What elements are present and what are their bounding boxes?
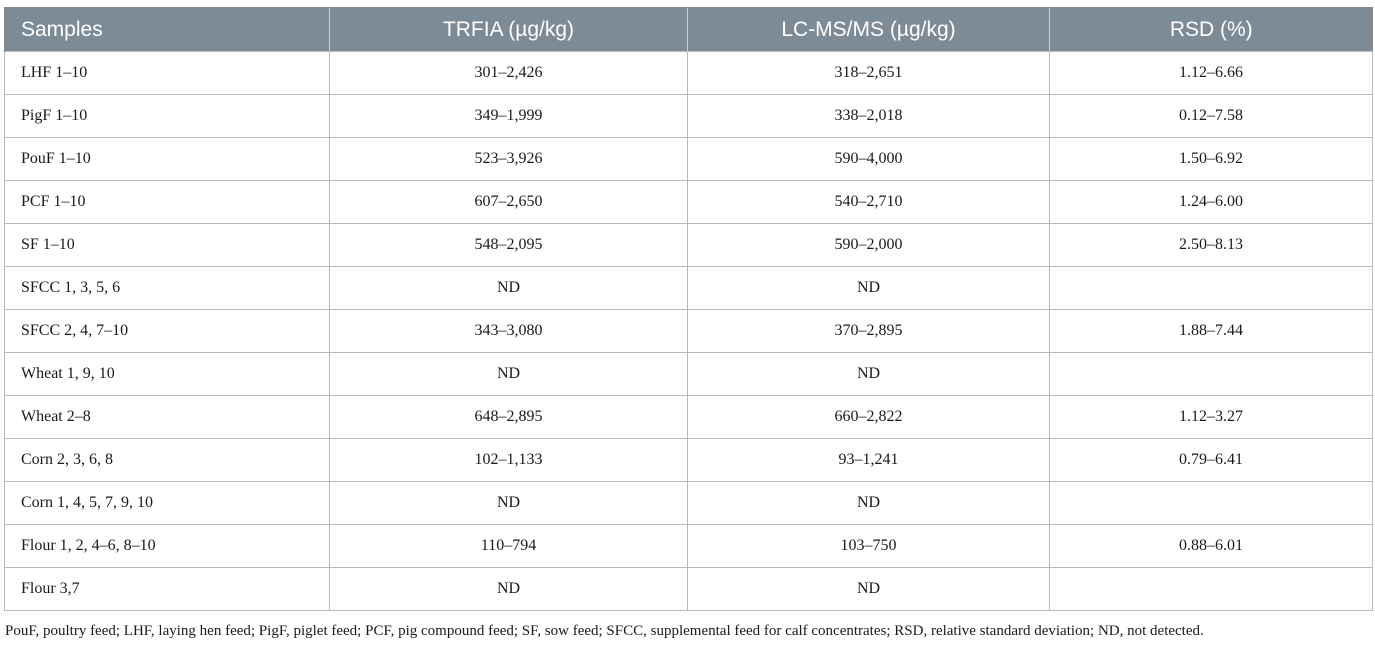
table-row [5, 482, 1373, 525]
cell-trfia: ND [330, 568, 688, 611]
cell-lcmsms: 370–2,895 [688, 310, 1050, 353]
cell-sample: SF 1–10 [5, 224, 330, 267]
header-samples: Samples [5, 8, 330, 52]
table-row [5, 525, 1373, 568]
table-header [5, 8, 1373, 52]
cell-rsd: 1.24–6.00 [1050, 181, 1373, 224]
cell-lcmsms: ND [688, 568, 1050, 611]
results-table [4, 7, 1373, 611]
cell-rsd [1050, 482, 1373, 525]
header-trfia: TRFIA (µg/kg) [330, 8, 688, 52]
cell-rsd [1050, 353, 1373, 396]
cell-rsd [1050, 267, 1373, 310]
cell-sample: LHF 1–10 [5, 52, 330, 95]
table-row [5, 353, 1373, 396]
cell-sample: Wheat 1, 9, 10 [5, 353, 330, 396]
table-footnote: PouF, poultry feed; LHF, laying hen feed; PigF, piglet feed; PCF, pig compound feed; SF, sow feed; SFCC, supplemental feed for calf concentrates; RSD, relative standard deviation; ND, not detected. [5, 623, 1204, 639]
cell-trfia: 548–2,095 [330, 224, 688, 267]
cell-trfia: 349–1,999 [330, 95, 688, 138]
header-lcmsms: LC-MS/MS (µg/kg) [688, 8, 1050, 52]
cell-sample: PigF 1–10 [5, 95, 330, 138]
cell-lcmsms: ND [688, 482, 1050, 525]
cell-trfia: ND [330, 267, 688, 310]
cell-trfia: 102–1,133 [330, 439, 688, 482]
header-row [5, 8, 1373, 52]
table-row [5, 310, 1373, 353]
cell-rsd: 2.50–8.13 [1050, 224, 1373, 267]
header-rsd: RSD (%) [1050, 8, 1373, 52]
cell-rsd: 1.88–7.44 [1050, 310, 1373, 353]
table-body [5, 52, 1373, 611]
cell-trfia: 523–3,926 [330, 138, 688, 181]
cell-lcmsms: 540–2,710 [688, 181, 1050, 224]
cell-lcmsms: 93–1,241 [688, 439, 1050, 482]
cell-lcmsms: 660–2,822 [688, 396, 1050, 439]
cell-lcmsms: 318–2,651 [688, 52, 1050, 95]
cell-lcmsms: 338–2,018 [688, 95, 1050, 138]
table-container [4, 7, 1372, 642]
cell-trfia: ND [330, 353, 688, 396]
cell-sample: Corn 1, 4, 5, 7, 9, 10 [5, 482, 330, 525]
cell-trfia: 343–3,080 [330, 310, 688, 353]
table-row [5, 439, 1373, 482]
cell-rsd: 1.12–6.66 [1050, 52, 1373, 95]
cell-trfia: ND [330, 482, 688, 525]
cell-sample: SFCC 1, 3, 5, 6 [5, 267, 330, 310]
table-row [5, 568, 1373, 611]
cell-sample: Flour 1, 2, 4–6, 8–10 [5, 525, 330, 568]
cell-rsd: 1.50–6.92 [1050, 138, 1373, 181]
cell-trfia: 607–2,650 [330, 181, 688, 224]
cell-lcmsms: 103–750 [688, 525, 1050, 568]
cell-rsd: 0.88–6.01 [1050, 525, 1373, 568]
table-row [5, 396, 1373, 439]
table-row [5, 181, 1373, 224]
cell-trfia: 301–2,426 [330, 52, 688, 95]
cell-sample: Corn 2, 3, 6, 8 [5, 439, 330, 482]
cell-rsd [1050, 568, 1373, 611]
table-row [5, 267, 1373, 310]
table-row [5, 95, 1373, 138]
cell-lcmsms: ND [688, 267, 1050, 310]
cell-trfia: 110–794 [330, 525, 688, 568]
cell-sample: Wheat 2–8 [5, 396, 330, 439]
cell-sample: PouF 1–10 [5, 138, 330, 181]
cell-sample: SFCC 2, 4, 7–10 [5, 310, 330, 353]
cell-trfia: 648–2,895 [330, 396, 688, 439]
table-row [5, 224, 1373, 267]
cell-lcmsms: 590–2,000 [688, 224, 1050, 267]
cell-rsd: 0.12–7.58 [1050, 95, 1373, 138]
cell-lcmsms: ND [688, 353, 1050, 396]
cell-sample: Flour 3,7 [5, 568, 330, 611]
table-row [5, 52, 1373, 95]
cell-rsd: 1.12–3.27 [1050, 396, 1373, 439]
table-row [5, 138, 1373, 181]
cell-sample: PCF 1–10 [5, 181, 330, 224]
cell-lcmsms: 590–4,000 [688, 138, 1050, 181]
cell-rsd: 0.79–6.41 [1050, 439, 1373, 482]
